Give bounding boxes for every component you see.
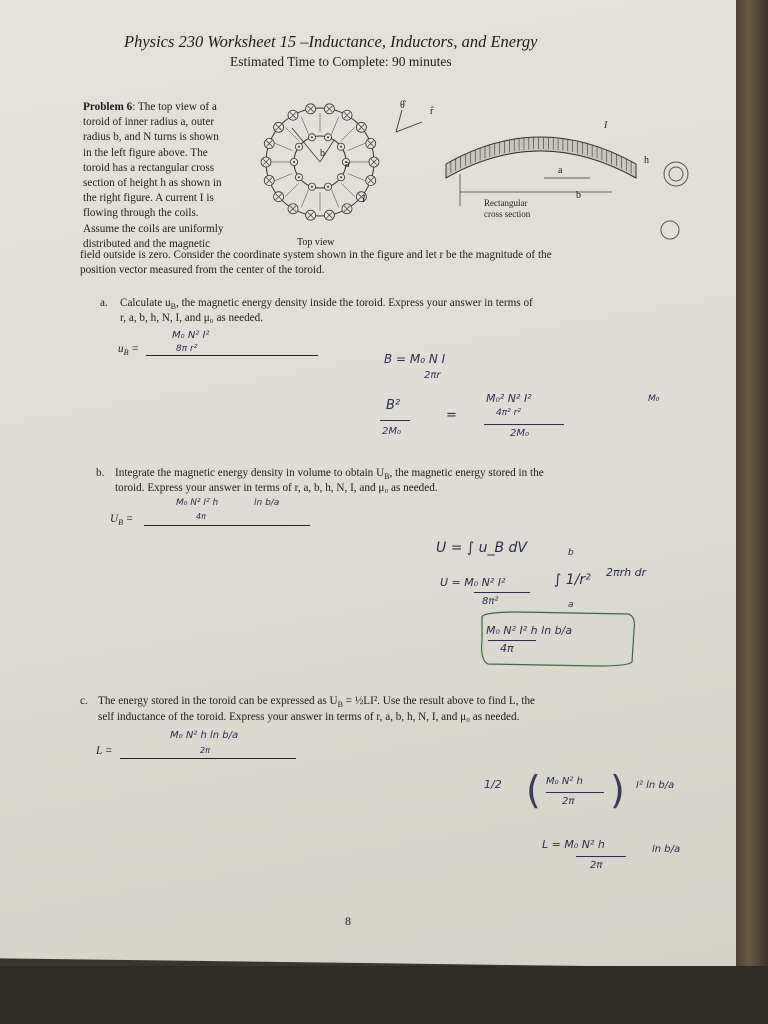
cross-section-b-label: b [576,190,581,201]
coil-dot [298,146,300,148]
part-c-question-2: self inductance of the toroid. Express your answer in terms of r, a, b, h, N, I, and μ₀ as needed. [98,711,520,723]
part-c-hw-paren-bar [546,792,604,793]
problem-line-9: distributed and the magnetic [83,237,211,250]
part-a-letter: a. [100,297,108,309]
inner-radius-label: a [345,159,350,170]
part-b-text-1: Integrate the magnetic energy density in volume to obtain U [115,467,385,479]
page-subtitle: Estimated Time to Complete: 90 minutes [230,54,452,69]
part-b-hw-answer-num: M₀ N² I² h [176,498,219,508]
problem-line-2: radius b, and N turns is shown [83,131,219,144]
part-c-hw-L-den: 2π [590,860,603,871]
cross-section-caption-1: Rectangular [484,198,528,208]
cross-section-a-label: a [558,165,563,176]
coil-wire [285,183,298,196]
part-a-hw-frac-num: M₀² N² I² [486,392,532,405]
problem-line-4: toroid has a rectangular cross [83,161,215,174]
problem-continuation-2: position vector measured from the center of the toroid. [80,264,325,276]
part-b-hw-u1: U = ∫ u_B dV [436,540,528,556]
part-b-letter: b. [96,467,105,479]
part-c-hw-L-ln: ln b/a [652,844,681,855]
cross-section-caption-2: cross section [484,209,531,219]
coil-dot [327,186,329,188]
part-c-hw-paren-close: ) [610,768,625,812]
coil-dot [293,161,295,163]
coil-wire [341,127,354,140]
top-view-label: Top view [297,237,335,248]
part-b-answer-label [110,512,133,530]
part-c-hw-paren-open: ( [526,768,541,812]
coil-wire [275,173,293,180]
desk-surface [0,966,768,1024]
part-a-text-1: Calculate u [120,297,171,309]
part-a-hw-b-den: 2πr [424,370,441,381]
part-a-hw-frac-bar [484,424,564,425]
part-c-text-1-rest: = ½LI². Use the result above to find L, the [342,695,536,707]
coil-wire [348,143,366,150]
part-a-hw-eq: = [446,408,457,423]
coil-dot [340,146,342,148]
part-c-letter: c. [80,695,88,707]
part-c-answer-label: L = [96,745,113,757]
part-b-hw-box-num: M₀ N² I² h ln b/a [486,624,573,637]
problem-line-7: flowing through the coils. [83,207,199,220]
part-b-sub: B [384,472,390,482]
margin-doodles [656,156,696,246]
part-c-text-1: The energy stored in the toroid can be expressed as U [98,695,338,707]
part-b-hw-int-bot: a [568,600,574,610]
part-a-answer-label [118,342,139,360]
part-c-hw-answer-num: M₀ N² h ln b/a [170,730,239,741]
problem-continuation-1: field outside is zero. Consider the coordinate system shown in the figure and let r be the magnitude of the [80,249,552,261]
page-number: 8 [345,914,351,928]
part-b-text-1-rest: , the magnetic energy stored in the [389,467,544,479]
coil-wire [301,190,308,208]
part-a-hw-side: M₀ [648,394,660,404]
part-c-answer-line [120,758,296,759]
page-title: Physics 230 Worksheet 15 –Inductance, Inductors, and Energy [124,32,538,51]
part-a-hw-frac-den: 2M₀ [510,428,529,439]
part-c-hw-paren-tail: I² ln b/a [636,780,675,791]
problem-line-0: : The top view of a [132,101,217,113]
part-b-hw-int: ∫ 1/r² [554,572,591,588]
part-b-hw-u2-bar [474,592,530,593]
outer-radius-label: b [320,148,325,159]
problem-line-6: the right figure. A current I is [83,192,214,205]
part-a-question-2: r, a, b, h, N, I, and μ₀ as needed. [120,312,264,324]
part-a-hw-b: B = M₀ N I [384,352,446,366]
problem-line-5: section of height h as shown in [83,177,222,190]
ua-sub: B [123,348,129,358]
part-c-hw-L: L = M₀ N² h [542,838,605,851]
coil-wire [301,117,308,135]
ub-sub: B [118,518,123,528]
coil-wire [341,183,354,196]
part-a-hw-answer-den: 8π r² [176,344,198,354]
part-a-sub: B [170,302,176,312]
ua-label: u [118,343,124,355]
desk-edge [736,0,768,1024]
toroid-cross-section-figure [440,118,650,208]
part-a-hw-b2-bar [380,420,410,421]
problem-line-1: toroid of inner radius a, outer [83,116,215,129]
part-c-hw-half: 1/2 [484,778,502,791]
cross-section-h-label: h [644,155,649,166]
theta-hat-label: θ̂ [400,100,405,111]
coil-dot [298,176,300,178]
problem-line-3: in the left figure above. The [83,146,208,159]
part-b-hw-box [478,610,638,668]
part-a-text-1-rest: , the magnetic energy density inside the toroid. Express your answer in terms of [175,297,533,309]
cross-section-current-label: I [604,120,608,131]
part-b-question-2: toroid. Express your answer in terms of r, a, b, h, N, I, and μ₀ as needed. [115,482,438,494]
part-b-hw-answer-ln: ln b/a [254,498,280,508]
part-c-hw-L-bar [576,856,626,857]
ua-eq: = [128,343,139,355]
part-a-answer-line [146,355,318,356]
part-a-hw-frac-mid: 4π² r² [496,408,521,418]
part-c-sub: B [337,700,343,710]
problem-label: Problem 6 [83,101,133,113]
coil-dot [340,176,342,178]
part-b-hw-int-tail: 2πrh dr [606,566,647,579]
part-b-answer-line [144,525,310,526]
part-b-hw-int-top: b [568,548,574,558]
coil-wire [331,190,338,208]
coil-dot [311,136,313,138]
part-b-hw-u2: U = M₀ N² I² [440,576,506,589]
part-a-hw-answer-num: M₀ N² I² [172,330,210,341]
part-b-hw-box-bar [488,640,536,641]
part-a-hw-b2: B² [386,398,401,413]
coil-wire [348,173,366,180]
ub-label: U [110,513,119,525]
part-b-hw-box-den: 4π [500,642,514,655]
part-c-hw-paren-num: M₀ N² h [546,776,583,787]
coil-wire [275,143,293,150]
part-b-hw-answer-den: 4π [196,512,206,521]
coil-dot [311,186,313,188]
problem-line-8: Assume the coils are uniformly [83,222,224,235]
coil-wire [331,117,338,135]
coil-dot [327,136,329,138]
problem-statement [83,100,223,252]
cross-section-caption [484,198,530,220]
r-hat-label: r̂ [430,106,434,117]
part-c-hw-answer-den: 2π [200,746,210,755]
part-a-hw-b2-den: 2M₀ [382,426,401,437]
current-label: I [362,194,366,205]
part-c-hw-paren-den: 2π [562,796,575,807]
part-b-hw-u2-den: 8π² [482,596,499,607]
ub-eq: = [122,513,134,525]
